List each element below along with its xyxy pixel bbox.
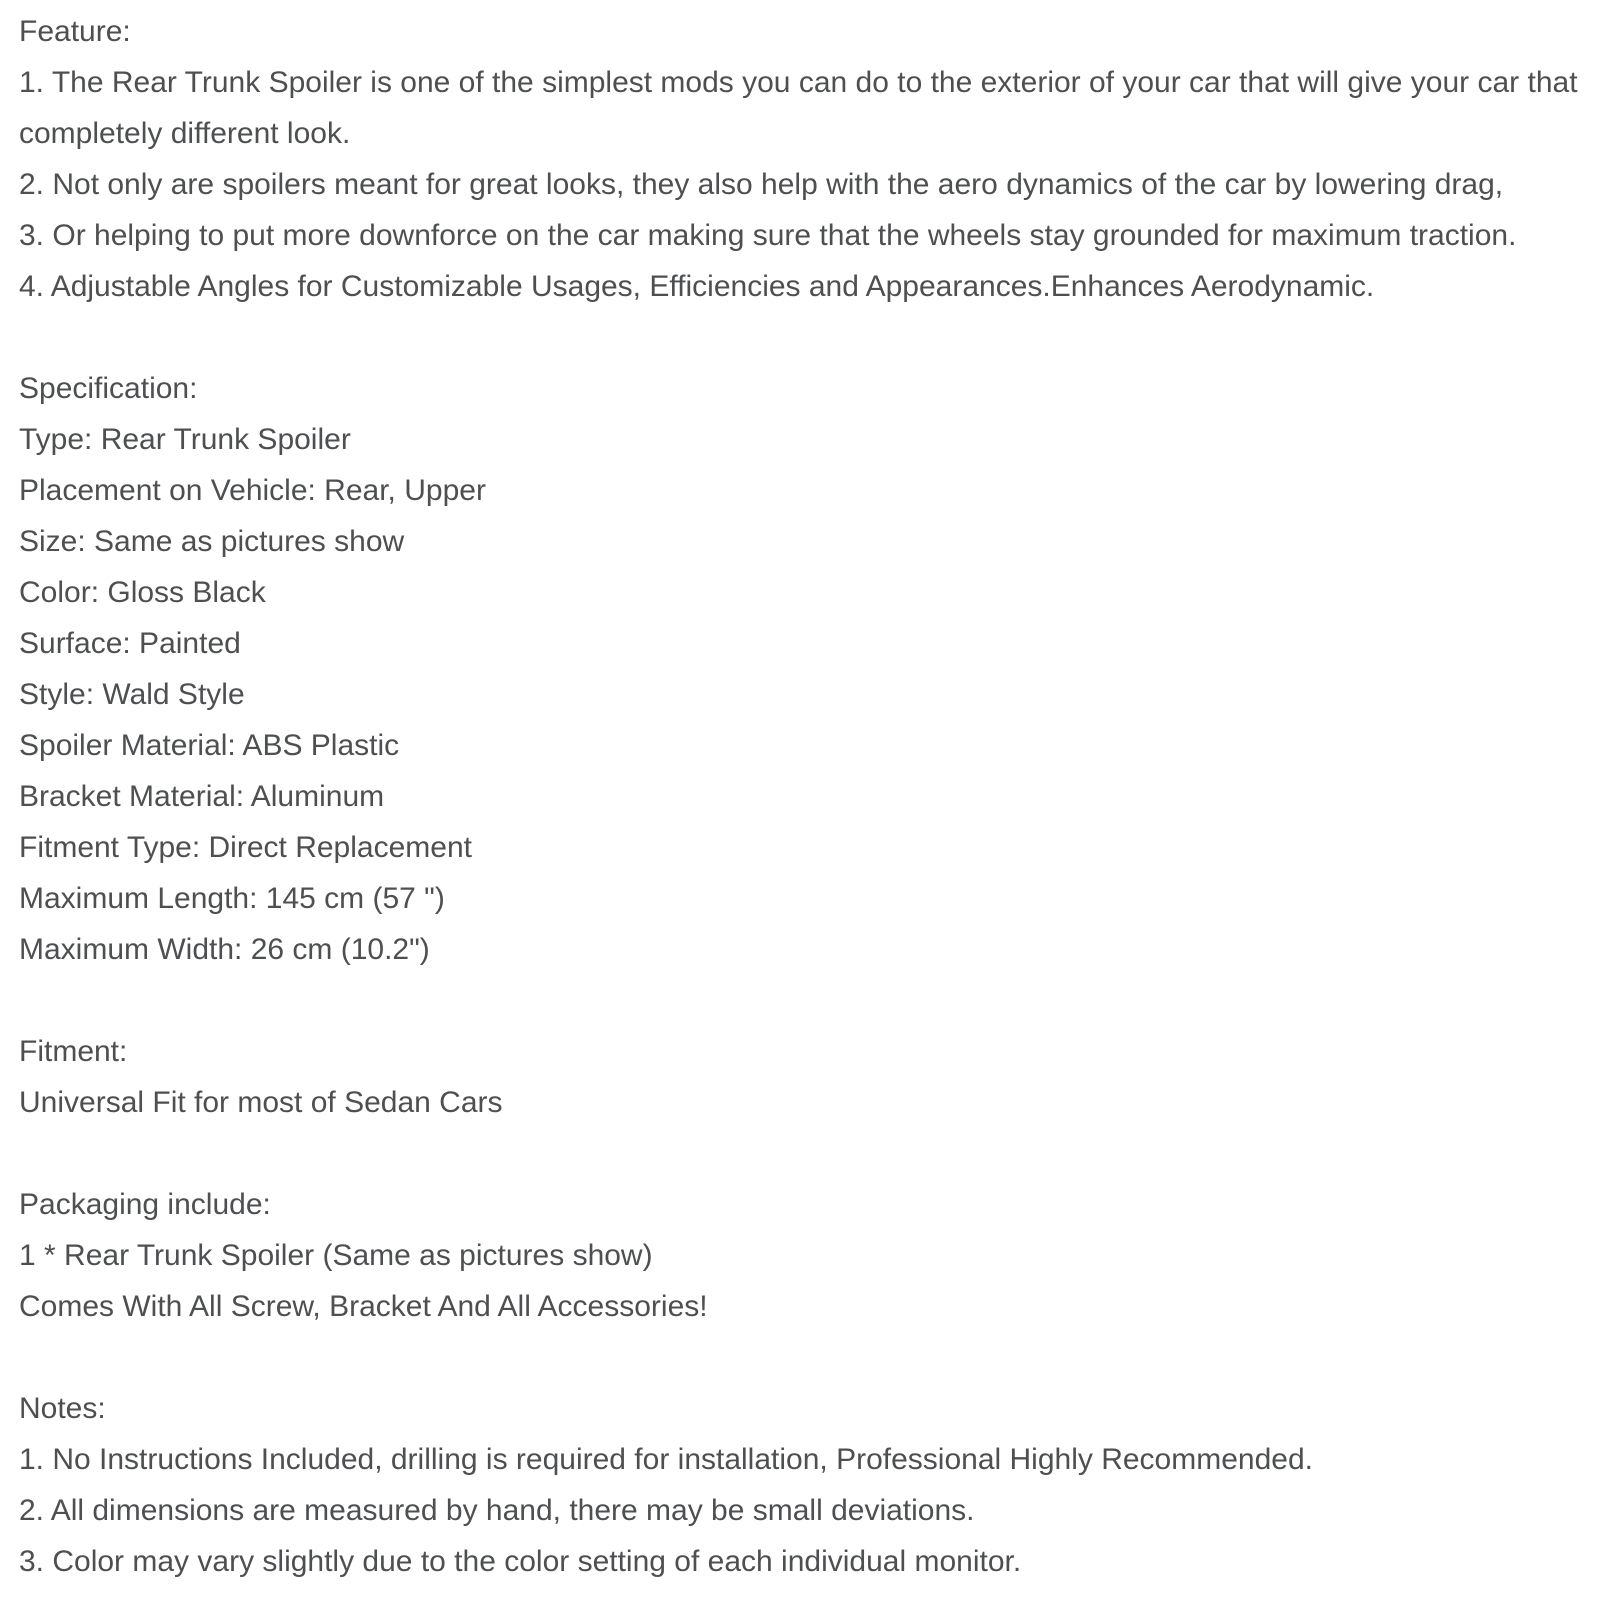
section-specification: [19, 363, 1590, 975]
blank-line: [19, 1128, 1590, 1179]
text-line: Style: Wald Style: [19, 678, 245, 711]
text-line: Spoiler Material: ABS Plastic: [19, 729, 400, 762]
text-line: 1 * Rear Trunk Spoiler (Same as pictures show): [19, 1239, 653, 1272]
text-line: 3. Or helping to put more downforce on the car making sure that the wheels stay grounded for maximum traction.: [19, 219, 1517, 252]
text-line: Type: Rear Trunk Spoiler: [19, 423, 351, 456]
text-line: Comes With All Screw, Bracket And All Accessories!: [19, 1290, 708, 1323]
text-line: Maximum Length: 145 cm (57 "): [19, 882, 445, 915]
section-heading-line: Feature:: [19, 15, 131, 48]
section-heading-line: Packaging include:: [19, 1188, 271, 1221]
text-line: completely different look.: [19, 117, 351, 150]
text-line: 4. Adjustable Angles for Customizable Usages, Efficiencies and Appearances.Enhances Aerodynamic.: [19, 270, 1375, 303]
text-line: Bracket Material: Aluminum: [19, 780, 385, 813]
section-heading-line: Specification:: [19, 372, 198, 405]
blank-line: [19, 1332, 1590, 1383]
section-packaging: [19, 1179, 1590, 1332]
text-line: Universal Fit for most of Sedan Cars: [19, 1086, 503, 1119]
blank-line: [19, 975, 1590, 1026]
text-line: Size: Same as pictures show: [19, 525, 405, 558]
text-line: 1. No Instructions Included, drilling is required for installation, Professional Highly Recommended.: [19, 1443, 1313, 1476]
text-line: Maximum Width: 26 cm (10.2"): [19, 933, 430, 966]
section-feature: [19, 6, 1590, 312]
text-line: Placement on Vehicle: Rear, Upper: [19, 474, 486, 507]
text-line: 1. The Rear Trunk Spoiler is one of the simplest mods you can do to the exterior of your car that will give your car that: [19, 66, 1578, 99]
text-line: 2. Not only are spoilers meant for great looks, they also help with the aero dynamics of the car by lowering drag,: [19, 168, 1504, 201]
text-line: 3. Color may vary slightly due to the color setting of each individual monitor.: [19, 1545, 1022, 1578]
text-line: 2. All dimensions are measured by hand, there may be small deviations.: [19, 1494, 975, 1527]
text-line: Fitment Type: Direct Replacement: [19, 831, 472, 864]
section-notes: [19, 1383, 1590, 1587]
text-line: Surface: Painted: [19, 627, 241, 660]
section-heading-line: Fitment:: [19, 1035, 128, 1068]
section-fitment: [19, 1026, 1590, 1128]
section-heading-line: Notes:: [19, 1392, 106, 1425]
text-line: Color: Gloss Black: [19, 576, 266, 609]
blank-line: [19, 312, 1590, 363]
